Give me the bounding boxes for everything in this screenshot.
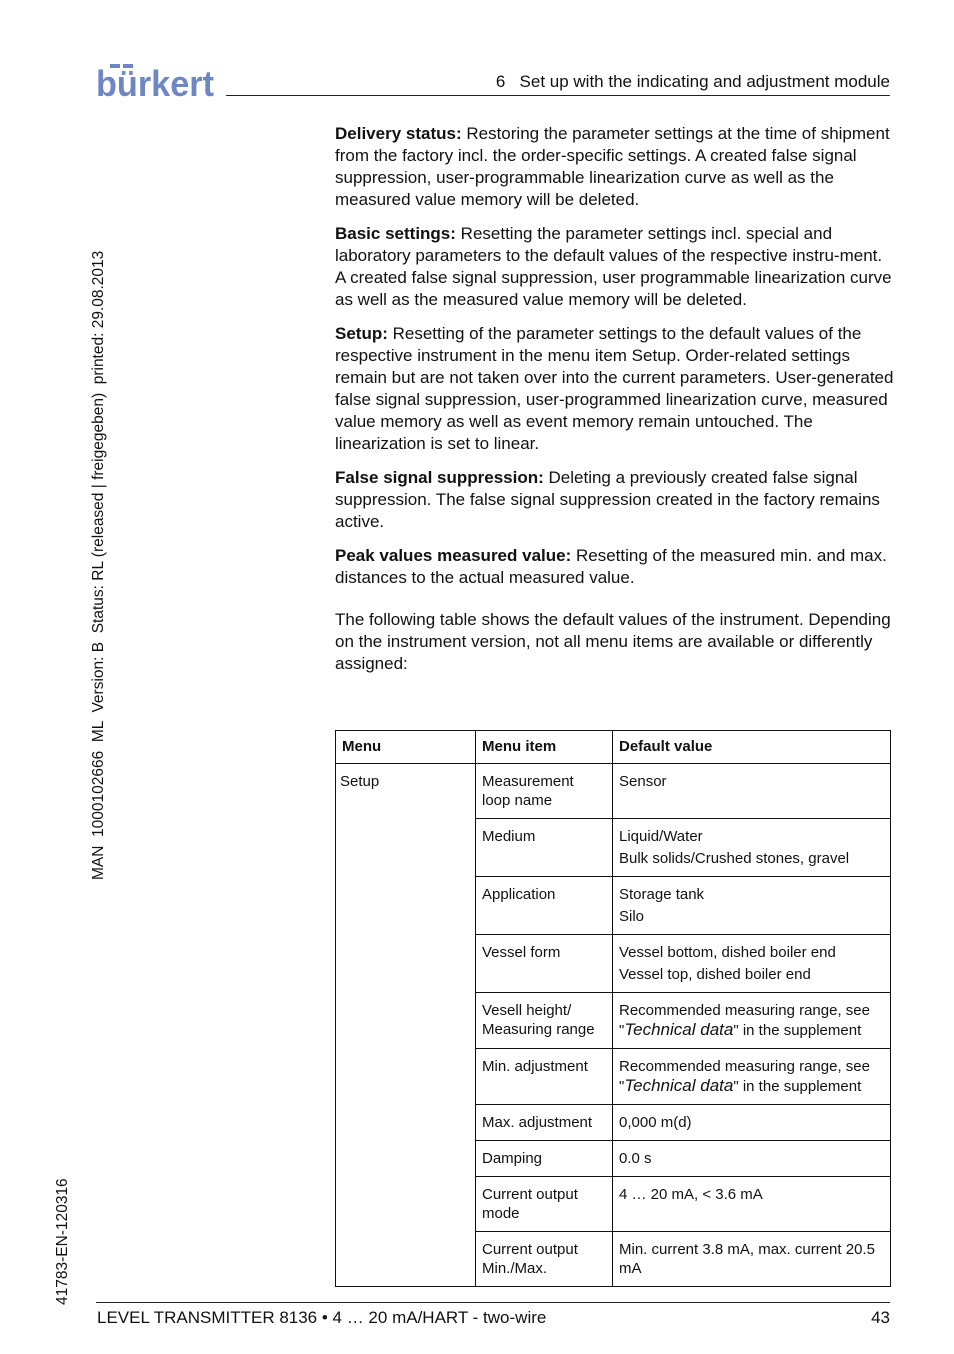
menu-item-cell: Max. adjustment bbox=[476, 1105, 613, 1141]
menu-item-cell: Vessel form bbox=[476, 935, 613, 993]
default-value-cell bbox=[613, 819, 891, 877]
section-title: 6 Set up with the indicating and adjustment module bbox=[495, 72, 890, 91]
paragraph-peak-values bbox=[335, 545, 895, 589]
table-header-row bbox=[336, 731, 891, 764]
value-line: 4 … 20 mA, < 3.6 mA bbox=[619, 1186, 763, 1203]
default-values-table bbox=[335, 730, 891, 1287]
menu-item-cell: Current output Min./Max. bbox=[476, 1232, 613, 1287]
value-text: " in the supplement bbox=[733, 1022, 862, 1039]
menu-cell: Setup bbox=[336, 764, 476, 1287]
header-default-value: Default value bbox=[613, 731, 891, 764]
value-line: Storage tank bbox=[619, 886, 705, 903]
default-value-cell bbox=[613, 993, 891, 1049]
menu-item-cell: Application bbox=[476, 877, 613, 935]
paragraph-text: Resetting of the measured min. and max. distances to the actual measured value. bbox=[335, 546, 887, 587]
menu-item-cell: Medium bbox=[476, 819, 613, 877]
body-text bbox=[335, 123, 895, 687]
paragraph-label: Peak values measured value: bbox=[335, 546, 572, 565]
value-text: Recommended measuring range, see " bbox=[619, 1058, 870, 1095]
paragraph-text: Resetting the parameter settings incl. special and laboratory parameters to the default values of the respective instru-ment. A created false signal suppression, user programmable linearization curve as well as the measured value memory will be deleted. bbox=[335, 224, 892, 309]
paragraph-label: False signal suppression: bbox=[335, 468, 544, 487]
side-doc-number: 41783-EN-120316 bbox=[54, 1178, 71, 1305]
table-row bbox=[336, 764, 891, 819]
default-value-cell bbox=[613, 877, 891, 935]
default-value-cell bbox=[613, 1049, 891, 1105]
header-menu-item: Menu item bbox=[476, 731, 613, 764]
value-line: 0.0 s bbox=[619, 1150, 652, 1167]
paragraph-label: Setup: bbox=[335, 324, 388, 343]
value-line: 0,000 m(d) bbox=[619, 1114, 692, 1131]
value-line: Vessel top, dished boiler end bbox=[619, 966, 811, 983]
value-text: Recommended measuring range, see " bbox=[619, 1002, 870, 1039]
value-line: Sensor bbox=[619, 773, 667, 790]
default-value-cell bbox=[613, 1232, 891, 1287]
menu-item-cell: Min. adjustment bbox=[476, 1049, 613, 1105]
footer-product-title: LEVEL TRANSMITTER 8136 • 4 … 20 mA/HART - two-wire bbox=[97, 1308, 547, 1327]
paragraph-text: Deleting a previously created false signal suppression. The false signal suppression created in the factory remains active. bbox=[335, 468, 880, 531]
value-line: Min. current 3.8 mA, max. current 20.5 mA bbox=[619, 1241, 875, 1277]
menu-item-cell: Measurement loop name bbox=[476, 764, 613, 819]
paragraph-delivery-status bbox=[335, 123, 895, 211]
footer-rule bbox=[96, 1302, 890, 1303]
paragraph-basic-settings bbox=[335, 223, 895, 311]
default-value-cell bbox=[613, 935, 891, 993]
default-value-cell bbox=[613, 1105, 891, 1141]
value-emphasis: Technical data bbox=[624, 1020, 734, 1039]
default-value-cell bbox=[613, 1177, 891, 1232]
menu-item-cell: Vesell height/ Measuring range bbox=[476, 993, 613, 1049]
value-line: Liquid/Water bbox=[619, 828, 703, 845]
default-value-cell bbox=[613, 1141, 891, 1177]
value-line: Bulk solids/Crushed stones, gravel bbox=[619, 850, 850, 867]
paragraph-text: Resetting of the parameter settings to the default values of the respective instrument in the menu item Setup. Order-related settings remain but are not taken over into the current parameters. User-generated false signal suppression, user-programmed linearization curve, measured value memory as well as event memory remain untouched. The linearization is set to linear. bbox=[335, 324, 894, 453]
page-number: 43 bbox=[871, 1308, 890, 1327]
burkert-logo bbox=[96, 62, 214, 100]
logo-wordmark: bürkert bbox=[96, 63, 214, 100]
paragraph-label: Delivery status: bbox=[335, 124, 462, 143]
default-value-cell bbox=[613, 764, 891, 819]
side-meta-text: MAN 1000102666 ML Version: B Status: RL (released | freigegeben) printed: 29.08.2013 bbox=[90, 250, 107, 880]
value-line: Silo bbox=[619, 908, 645, 925]
value-emphasis: Technical data bbox=[624, 1076, 734, 1095]
value-text: " in the supplement bbox=[733, 1078, 862, 1095]
menu-item-cell: Damping bbox=[476, 1141, 613, 1177]
table-intro: The following table shows the default values of the instrument. Depending on the instrument version, not all menu items are available or differently assigned: bbox=[335, 610, 891, 673]
value-line: Vessel bottom, dished boiler end bbox=[619, 944, 836, 961]
paragraph-false-signal bbox=[335, 467, 895, 533]
menu-item-cell: Current output mode bbox=[476, 1177, 613, 1232]
paragraph-label: Basic settings: bbox=[335, 224, 456, 243]
paragraph-text: Restoring the parameter settings at the time of shipment from the factory incl. the order-specific settings. A created false signal suppression, user-programmable linearization curve as well as the measured value memory will be deleted. bbox=[335, 124, 890, 209]
header-rule bbox=[226, 95, 890, 96]
paragraph-setup bbox=[335, 323, 895, 455]
header-menu: Menu bbox=[336, 731, 476, 764]
